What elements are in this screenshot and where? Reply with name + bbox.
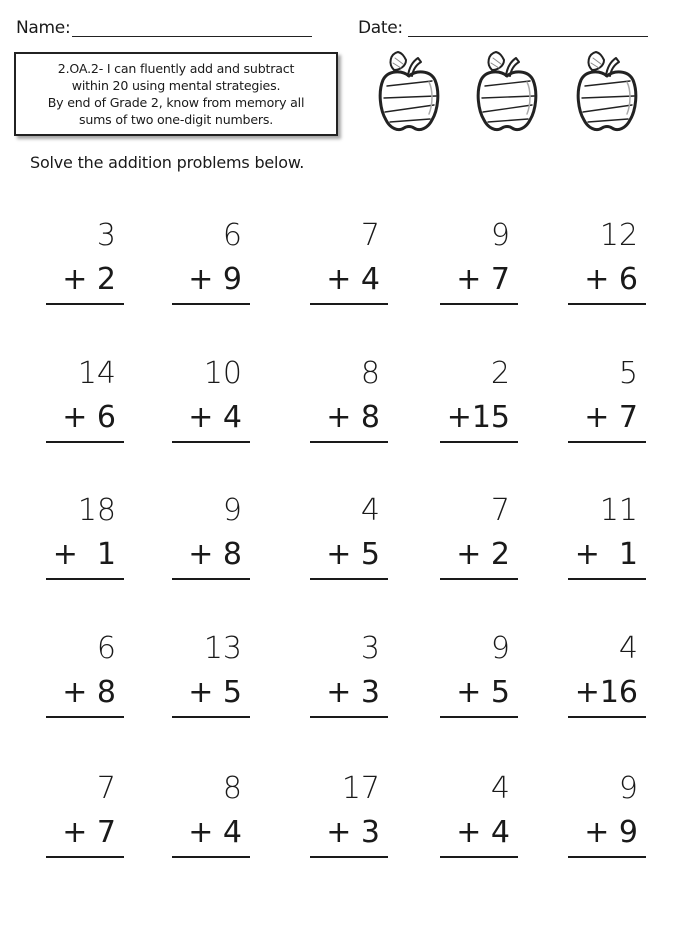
- addend-top: 9: [490, 631, 510, 666]
- addend-top: 2: [490, 356, 510, 391]
- answer-line[interactable]: [172, 856, 250, 858]
- addend-bottom: + 8: [62, 675, 116, 710]
- addend-top: 8: [360, 356, 380, 391]
- standard-line: By end of Grade 2, know from memory all: [47, 95, 305, 110]
- addend-bottom: + 4: [326, 262, 380, 297]
- addend-bottom: + 3: [326, 675, 380, 710]
- addend-top: 17: [341, 771, 380, 806]
- addend-bottom: + 1: [574, 537, 638, 572]
- standard-line: 2.OA.2- I can fluently add and subtract: [57, 61, 295, 76]
- addend-top: 9: [222, 493, 242, 528]
- answer-line[interactable]: [172, 716, 250, 718]
- addend-top: 9: [618, 771, 638, 806]
- addend-bottom: + 7: [584, 400, 638, 435]
- answer-line[interactable]: [46, 441, 124, 443]
- standard-box: [14, 52, 338, 136]
- answer-line[interactable]: [310, 303, 388, 305]
- answer-line[interactable]: [310, 578, 388, 580]
- addend-top: 4: [618, 631, 638, 666]
- addend-top: 4: [360, 493, 380, 528]
- answer-line[interactable]: [46, 856, 124, 858]
- answer-line[interactable]: [310, 856, 388, 858]
- name-label: Name:: [16, 18, 71, 38]
- answer-line[interactable]: [440, 716, 518, 718]
- addend-bottom: + 7: [456, 262, 510, 297]
- addend-bottom: + 4: [456, 815, 510, 850]
- answer-line[interactable]: [440, 303, 518, 305]
- addend-top: 11: [599, 493, 638, 528]
- addend-bottom: + 7: [62, 815, 116, 850]
- addend-bottom: + 9: [584, 815, 638, 850]
- answer-line[interactable]: [440, 856, 518, 858]
- answer-line[interactable]: [568, 303, 646, 305]
- date-field[interactable]: [408, 36, 648, 37]
- addend-top: 4: [490, 771, 510, 806]
- addend-bottom: + 8: [188, 537, 242, 572]
- answer-line[interactable]: [568, 716, 646, 718]
- addend-bottom: + 8: [326, 400, 380, 435]
- addend-bottom: +16: [574, 675, 638, 710]
- answer-line[interactable]: [568, 856, 646, 858]
- addend-bottom: + 2: [62, 262, 116, 297]
- answer-line[interactable]: [568, 578, 646, 580]
- addend-bottom: + 9: [188, 262, 242, 297]
- addend-bottom: + 5: [456, 675, 510, 710]
- name-field[interactable]: [72, 36, 312, 37]
- addend-bottom: + 1: [52, 537, 116, 572]
- standard-line: sums of two one-digit numbers.: [78, 112, 274, 127]
- apple-icon: [376, 48, 442, 136]
- addend-top: 7: [96, 771, 116, 806]
- addend-top: 14: [77, 356, 116, 391]
- date-label: Date:: [358, 18, 403, 38]
- addend-top: 8: [222, 771, 242, 806]
- addend-top: 18: [77, 493, 116, 528]
- answer-line[interactable]: [172, 578, 250, 580]
- addend-bottom: + 2: [456, 537, 510, 572]
- addend-top: 3: [96, 218, 116, 253]
- addend-top: 9: [490, 218, 510, 253]
- addend-top: 6: [222, 218, 242, 253]
- addend-bottom: + 4: [188, 815, 242, 850]
- standard-line: within 20 using mental strategies.: [71, 78, 281, 93]
- answer-line[interactable]: [46, 716, 124, 718]
- apple-icon: [474, 48, 540, 136]
- addend-bottom: + 5: [326, 537, 380, 572]
- addend-bottom: + 6: [62, 400, 116, 435]
- answer-line[interactable]: [46, 578, 124, 580]
- addend-bottom: + 5: [188, 675, 242, 710]
- instructions: Solve the addition problems below.: [30, 153, 305, 172]
- addend-top: 10: [203, 356, 242, 391]
- addend-bottom: + 6: [584, 262, 638, 297]
- answer-line[interactable]: [310, 716, 388, 718]
- addend-bottom: + 4: [188, 400, 242, 435]
- answer-line[interactable]: [46, 303, 124, 305]
- addend-top: 5: [618, 356, 638, 391]
- answer-line[interactable]: [310, 441, 388, 443]
- answer-line[interactable]: [172, 441, 250, 443]
- addend-top: 7: [360, 218, 380, 253]
- addend-bottom: +15: [446, 400, 510, 435]
- addend-top: 3: [360, 631, 380, 666]
- answer-line[interactable]: [568, 441, 646, 443]
- apple-icon: [574, 48, 640, 136]
- answer-line[interactable]: [172, 303, 250, 305]
- addend-top: 6: [96, 631, 116, 666]
- answer-line[interactable]: [440, 441, 518, 443]
- addend-top: 7: [490, 493, 510, 528]
- addend-top: 12: [599, 218, 638, 253]
- answer-line[interactable]: [440, 578, 518, 580]
- addend-bottom: + 3: [326, 815, 380, 850]
- addend-top: 13: [203, 631, 242, 666]
